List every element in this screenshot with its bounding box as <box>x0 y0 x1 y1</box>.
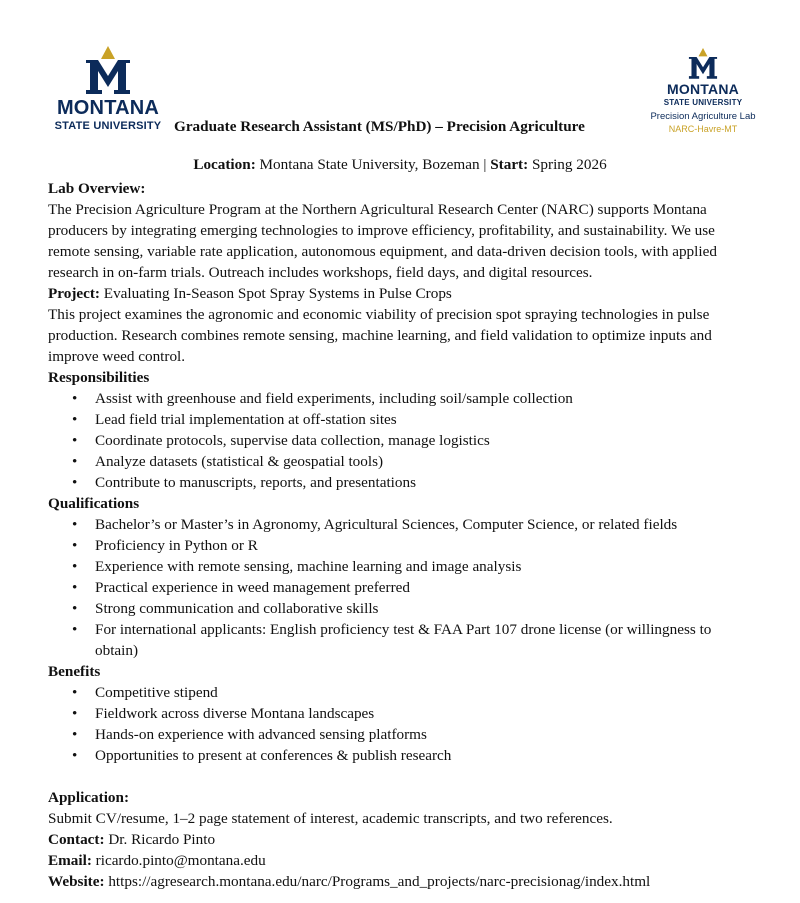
responsibilities-list <box>48 388 753 493</box>
msu-m-mark-icon <box>82 46 134 96</box>
list-item: • Competitive stipend <box>95 682 753 703</box>
page-title: Graduate Research Assistant (MS/PhD) – Precision Agriculture <box>174 118 585 135</box>
project-title: Evaluating In-Season Spot Spray Systems in Pulse Crops <box>100 285 452 302</box>
application-text: Submit CV/resume, 1–2 page statement of interest, academic transcripts, and two references. <box>48 810 613 827</box>
project-label: Project: <box>48 285 100 302</box>
msu-logo-left <box>50 46 166 132</box>
benefits-heading: Benefits <box>48 663 101 680</box>
lab-logo-location: NARC-Havre-MT <box>668 124 738 134</box>
contact-value: Dr. Ricardo Pinto <box>104 831 216 848</box>
qualifications-list <box>48 514 753 661</box>
project-line <box>48 283 753 304</box>
list-item: • Strong communication and collaborative skills <box>95 598 753 619</box>
contact-line <box>48 829 753 850</box>
list-item: • Proficiency in Python or R <box>95 535 753 556</box>
start-value: Spring 2026 <box>528 156 607 173</box>
msu-m-mark-icon <box>685 48 721 80</box>
spacer <box>48 766 753 787</box>
list-item: • Coordinate protocols, supervise data collection, manage logistics <box>95 430 753 451</box>
list-item: • Hands-on experience with advanced sensing platforms <box>95 724 753 745</box>
start-label: Start: <box>490 156 529 173</box>
list-item: • Contribute to manuscripts, reports, and presentations <box>95 472 753 493</box>
website-label: Website: <box>48 873 105 890</box>
lab-logo-wordmark: MONTANA <box>667 81 739 97</box>
contact-label: Contact: <box>48 831 105 848</box>
list-item: • For international applicants: English proficiency test & FAA Part 107 drone license (or willingness to obtain) <box>95 619 753 661</box>
application-heading: Application: <box>48 789 130 806</box>
list-item: • Practical experience in weed management preferred <box>95 577 753 598</box>
email-value[interactable]: ricardo.pinto@montana.edu <box>91 852 266 869</box>
location-line <box>0 156 800 174</box>
lab-logo-wordmark-sub: STATE UNIVERSITY <box>663 98 743 107</box>
location-label: Location: <box>193 156 256 173</box>
list-item: • Fieldwork across diverse Montana landscapes <box>95 703 753 724</box>
document-body <box>48 178 753 892</box>
website-line <box>48 871 753 892</box>
list-item: • Opportunities to present at conferences & publish research <box>95 745 753 766</box>
email-line <box>48 850 753 871</box>
list-item: • Analyze datasets (statistical & geospatial tools) <box>95 451 753 472</box>
list-item: • Experience with remote sensing, machine learning and image analysis <box>95 556 753 577</box>
list-item: • Bachelor’s or Master’s in Agronomy, Agricultural Sciences, Computer Science, or related fields <box>95 514 753 535</box>
location-value: Montana State University, Bozeman | <box>255 156 491 173</box>
precision-ag-lab-logo <box>648 48 758 135</box>
lab-logo-name: Precision Agriculture Lab <box>650 111 756 122</box>
benefits-list <box>48 682 753 766</box>
msu-wordmark-sub: STATE UNIVERSITY <box>54 120 162 132</box>
list-item: • Assist with greenhouse and field experiments, including soil/sample collection <box>95 388 753 409</box>
lab-overview-heading: Lab Overview: <box>48 180 146 197</box>
responsibilities-heading: Responsibilities <box>48 369 150 386</box>
website-link[interactable]: https://agresearch.montana.edu/narc/Programs_and_projects/narc-precisionag/index.html <box>104 873 651 890</box>
list-item: • Lead field trial implementation at off-station sites <box>95 409 753 430</box>
project-text: This project examines the agronomic and economic viability of precision spot spraying technologies in pulse production. Research combines remote sensing, machine learning, and field validation to optimize inputs and improve weed control. <box>48 306 712 365</box>
msu-wordmark: MONTANA <box>56 97 160 119</box>
lab-overview-text: The Precision Agriculture Program at the Northern Agricultural Research Center (NARC) supports Montana producers by integrating emerging technologies to improve efficiency, profitability, and sustainability. We use remote sensing, variable rate application, autonomous equipment, and data-driven decision tools, with applied research in on-farm trials. Outreach includes workshops, field days, and digital resources. <box>48 201 717 281</box>
qualifications-heading: Qualifications <box>48 495 140 512</box>
email-label: Email: <box>48 852 92 869</box>
